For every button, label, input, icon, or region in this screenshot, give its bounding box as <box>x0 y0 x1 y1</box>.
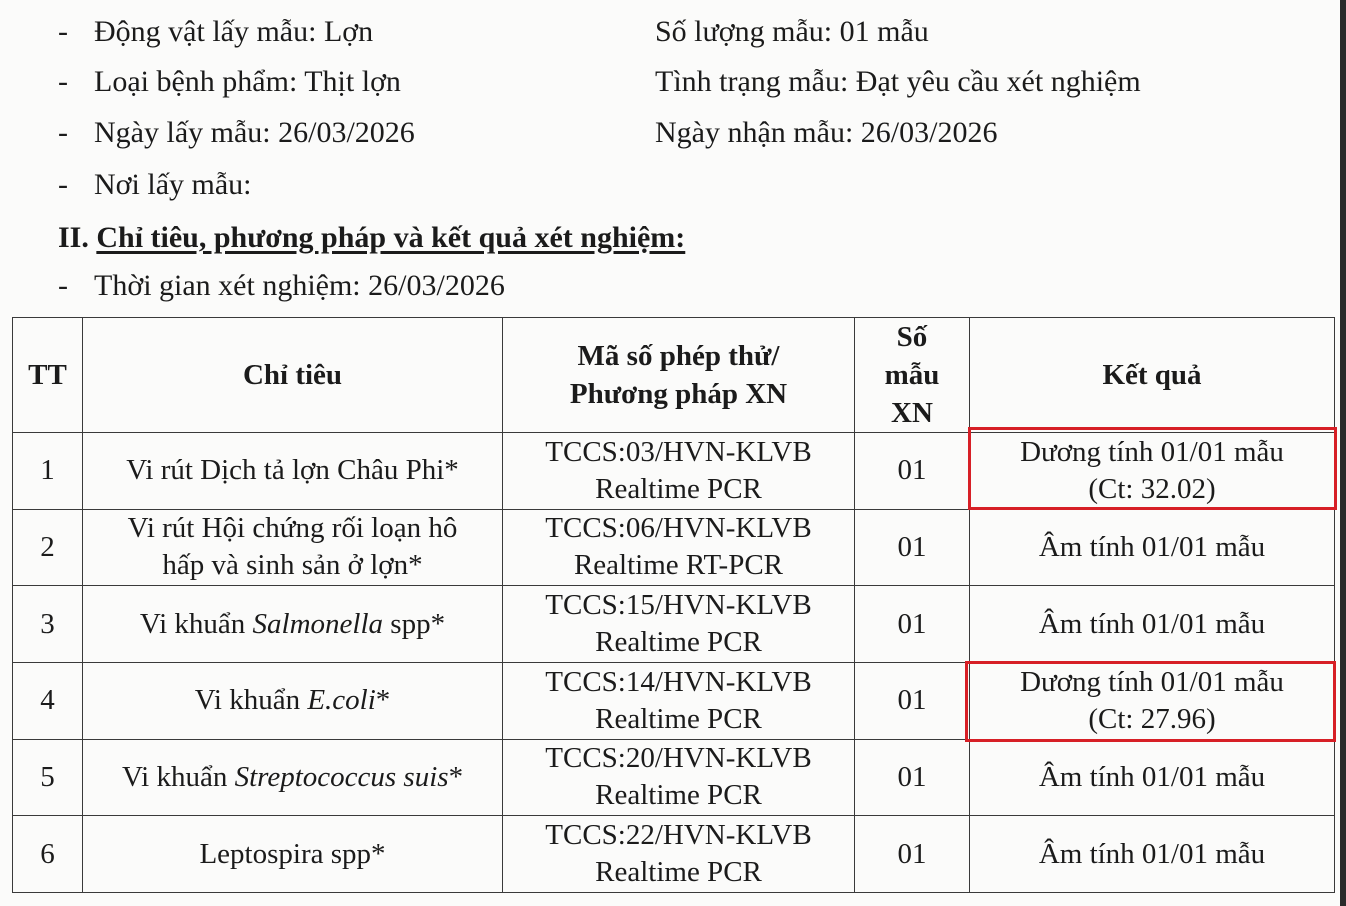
test-method: Realtime RT-PCR <box>573 549 784 582</box>
header-method-line2: Phương pháp XN <box>569 378 788 410</box>
received-date: Ngày nhận mẫu: 26/03/2026 <box>655 116 998 149</box>
cell-indicator <box>83 433 503 510</box>
indicator-text-line2: hấp và sinh sản ở lợn* <box>162 549 423 582</box>
cell-samples: 01 <box>855 586 970 663</box>
indicator-suffix: * <box>448 760 464 793</box>
indicator-text: Vi rút Dịch tả lợn Châu Phi* <box>126 454 459 487</box>
indicator-prefix: Vi khuẩn <box>139 607 246 640</box>
result-text: Dương tính 01/01 mẫu <box>1020 665 1284 698</box>
cell-method <box>503 662 855 739</box>
cell-tt: 4 <box>13 662 83 739</box>
sample-quantity: Số lượng mẫu: 01 mẫu <box>655 15 929 48</box>
indicator-suffix: * <box>375 684 391 717</box>
indicator-organism: E.coli <box>307 684 376 717</box>
test-method: Realtime PCR <box>595 626 762 659</box>
header-method <box>503 318 855 433</box>
result-text: Âm tính 01/01 mẫu <box>1038 530 1266 563</box>
cell-samples: 01 <box>855 509 970 586</box>
page-edge <box>1340 0 1346 906</box>
test-method: Realtime PCR <box>595 472 762 505</box>
cell-tt: 3 <box>13 586 83 663</box>
header-samples-line2: mẫu <box>884 359 940 391</box>
header-result: Kết quả <box>970 318 1335 433</box>
bullet-dash: - <box>58 15 68 48</box>
specimen-type: Loại bệnh phẩm: Thịt lợn <box>94 65 401 98</box>
cell-samples: 01 <box>855 662 970 739</box>
header-samples <box>855 318 970 433</box>
indicator-text-line1: Vi rút Hội chứng rối loạn hô <box>127 512 458 545</box>
sampling-date: Ngày lấy mẫu: 26/03/2026 <box>94 116 415 149</box>
test-code: TCCS:15/HVN-KLVB <box>545 589 812 622</box>
result-text: Âm tính 01/01 mẫu <box>1038 607 1266 640</box>
header-indicator: Chỉ tiêu <box>83 318 503 433</box>
indicator-text <box>87 682 498 719</box>
table-row <box>13 739 1335 816</box>
result-text: Dương tính 01/01 mẫu <box>1020 435 1284 468</box>
header-samples-line1: Số <box>896 321 928 353</box>
cell-method <box>503 433 855 510</box>
sampling-location: Nơi lấy mẫu: <box>94 168 252 201</box>
result-ct-value: (Ct: 32.02) <box>1088 472 1216 505</box>
info-row-location <box>0 165 1340 205</box>
indicator-suffix: spp* <box>390 607 446 640</box>
cell-samples: 01 <box>855 433 970 510</box>
table-row <box>13 586 1335 663</box>
table-header-row <box>13 318 1335 433</box>
indicator-organism: Streptococcus suis <box>234 760 449 793</box>
indicator-text <box>87 759 498 796</box>
cell-method <box>503 816 855 893</box>
positive-result-highlight <box>968 427 1337 510</box>
bullet-dash: - <box>58 168 68 201</box>
info-row-animal <box>0 12 1340 52</box>
cell-result <box>970 586 1335 663</box>
header-samples-line3: XN <box>891 397 933 429</box>
test-method: Realtime PCR <box>595 779 762 812</box>
test-code: TCCS:22/HVN-KLVB <box>545 819 812 852</box>
cell-samples: 01 <box>855 739 970 816</box>
cell-indicator <box>83 739 503 816</box>
table-row <box>13 509 1335 586</box>
result-text: Âm tính 01/01 mẫu <box>1038 760 1266 793</box>
header-method-line1: Mã số phép thử/ <box>577 340 780 372</box>
result-text: Âm tính 01/01 mẫu <box>1038 837 1266 870</box>
cell-method <box>503 739 855 816</box>
test-method: Realtime PCR <box>595 856 762 889</box>
info-row-dates <box>0 113 1340 153</box>
cell-result <box>970 816 1335 893</box>
cell-tt: 2 <box>13 509 83 586</box>
cell-indicator <box>83 816 503 893</box>
info-row-test-time <box>0 266 1340 306</box>
test-time: Thời gian xét nghiệm: 26/03/2026 <box>94 269 505 302</box>
indicator-prefix: Vi khuẩn <box>194 684 301 717</box>
test-code: TCCS:14/HVN-KLVB <box>545 665 812 698</box>
indicator-prefix: Vi khuẩn <box>121 760 228 793</box>
cell-indicator <box>83 662 503 739</box>
indicator-text: Leptospira spp* <box>199 837 386 870</box>
section-title: Chỉ tiêu, phương pháp và kết quả xét nghiệm: <box>96 221 686 254</box>
positive-result-highlight <box>965 661 1336 742</box>
cell-result <box>970 739 1335 816</box>
sample-condition: Tình trạng mẫu: Đạt yêu cầu xét nghiệm <box>655 65 1141 98</box>
cell-indicator <box>83 586 503 663</box>
test-code: TCCS:03/HVN-KLVB <box>545 435 812 468</box>
test-method: Realtime PCR <box>595 702 762 735</box>
results-table <box>12 317 1335 893</box>
table-row <box>13 816 1335 893</box>
bullet-dash: - <box>58 65 68 98</box>
cell-tt: 6 <box>13 816 83 893</box>
bullet-dash: - <box>58 116 68 149</box>
test-code: TCCS:20/HVN-KLVB <box>545 742 812 775</box>
section-heading <box>58 218 685 258</box>
cell-tt: 1 <box>13 433 83 510</box>
test-code: TCCS:06/HVN-KLVB <box>545 512 812 545</box>
cell-method <box>503 509 855 586</box>
section-number: II. <box>58 221 89 254</box>
cell-samples: 01 <box>855 816 970 893</box>
indicator-text <box>87 606 498 643</box>
cell-result <box>970 509 1335 586</box>
cell-method <box>503 586 855 663</box>
sampled-animal: Động vật lấy mẫu: Lợn <box>94 15 374 48</box>
header-tt: TT <box>13 318 83 433</box>
bullet-dash: - <box>58 269 68 302</box>
cell-indicator <box>83 509 503 586</box>
cell-tt: 5 <box>13 739 83 816</box>
indicator-organism: Salmonella <box>252 607 384 640</box>
result-ct-value: (Ct: 27.96) <box>1088 702 1216 735</box>
info-row-specimen <box>0 62 1340 102</box>
